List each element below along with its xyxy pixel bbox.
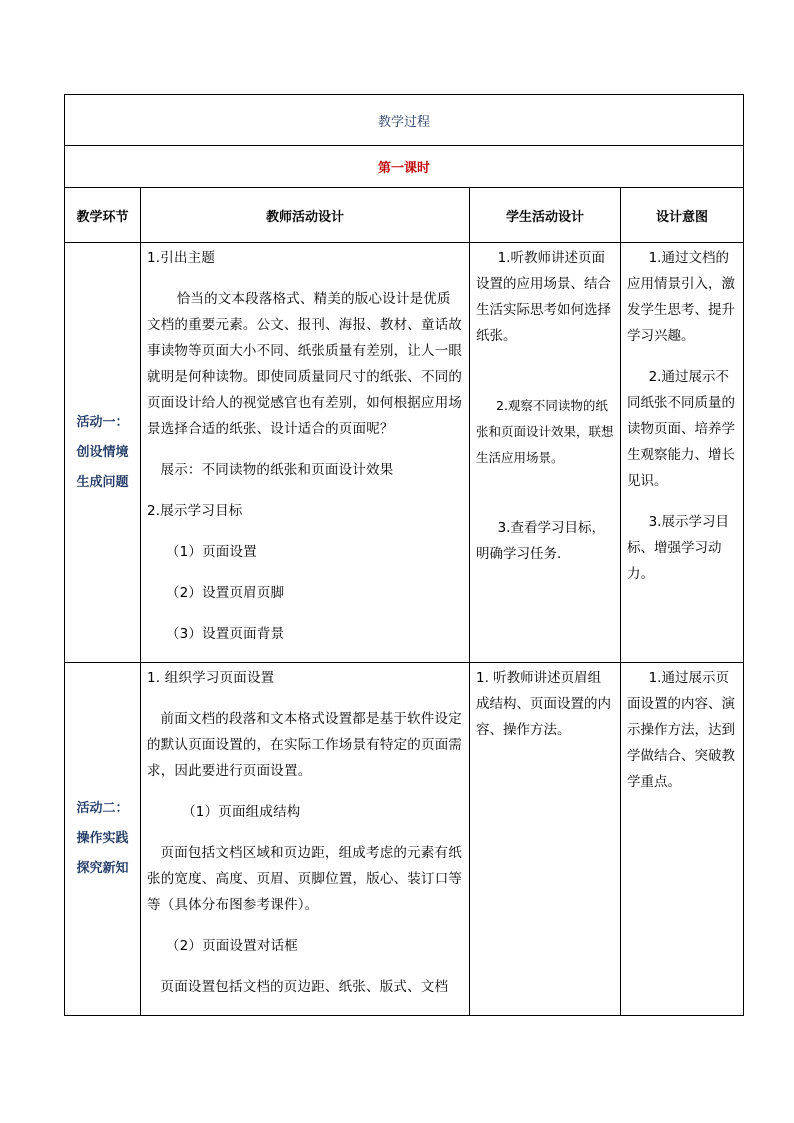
design-intent-cell xyxy=(621,663,744,1016)
activity-label-line: 生成问题 xyxy=(76,474,129,490)
section-heading: 2.展示学习目标 xyxy=(147,503,243,519)
activity-label-line: 活动二： xyxy=(76,801,129,816)
goal-item: （3）设置页面背景 xyxy=(165,626,285,642)
design-intent-item: 2.通过展示不同纸张不同质量的读物页面、培养学生观察能力、增长见识。 xyxy=(627,369,735,489)
activity-one-label xyxy=(65,243,141,663)
teacher-activity-cell xyxy=(141,243,470,663)
student-activity-cell xyxy=(470,663,621,1016)
lesson-label: 第一课时 xyxy=(65,146,744,188)
activity-label-line: 创设情境 xyxy=(76,444,129,460)
student-activity-item: 1.听教师讲述页面设置的应用场景、结合生活实际思考如何选择纸张。 xyxy=(476,250,611,344)
student-activity-item: 2.观察不同读物的纸张和页面设计效果，联想生活应用场景。 xyxy=(476,398,614,465)
design-intent-item: 1.通过文档的应用情景引入，激发学生思考、提升学习兴趣。 xyxy=(627,250,735,344)
body-paragraph: 页面设置包括文档的页边距、纸张、版式、文档 xyxy=(160,979,449,995)
activity-label-line: 活动一： xyxy=(76,414,129,430)
display-text: 展示：不同读物的纸张和页面设计效果 xyxy=(160,462,394,478)
student-activity-item: 1. 听教师讲述页眉组成结构、页面设置的内容、操作方法。 xyxy=(476,670,611,738)
subsection-heading: （2）页面设置对话框 xyxy=(165,938,298,954)
teacher-activity-cell xyxy=(141,663,470,1016)
subsection-heading: （1）页面组成结构 xyxy=(182,804,301,820)
section-heading: 1.引出主题 xyxy=(147,250,216,266)
activity-label-line: 探究新知 xyxy=(76,861,129,876)
intro-paragraph: 恰当的文本段落格式、精美的版心设计是优质文档的重要元素。公文、报刊、海报、教材、童话故事读物等页面大小不同、纸张质量有差别，让人一眼就明是何种读物。即使同质量同尺寸的纸张、不同的页面设计给人的视觉感官也有差别，如何根据应用场景选择合适的纸张、设计适合的页面呢？ xyxy=(147,291,463,437)
table-title: 教学过程 xyxy=(65,95,744,146)
goal-item: （1）页面设置 xyxy=(165,544,257,560)
body-paragraph: 页面包括文档区域和页边距，组成考虑的元素有纸张的宽度、高度、页眉、页脚位置，版心、装订口等等（具体分布图参考课件）。 xyxy=(147,845,463,913)
header-student-activity: 学生活动设计 xyxy=(470,188,621,243)
design-intent-item: 3.展示学习目标、增强学习动力。 xyxy=(627,514,729,582)
goal-item: （2）设置页眉页脚 xyxy=(165,585,285,601)
header-teacher-activity: 教师活动设计 xyxy=(141,188,470,243)
activity-two-label xyxy=(65,663,141,1016)
section-heading: 1. 组织学习页面设置 xyxy=(147,670,275,686)
student-activity-cell xyxy=(470,243,621,663)
header-design-intent: 设计意图 xyxy=(621,188,744,243)
teaching-process-table xyxy=(64,94,744,1016)
intro-paragraph: 前面文档的段落和文本格式设置都是基于软件设定的默认页面设置的，在实际工作场景有特定的页面需求，因此要进行页面设置。 xyxy=(147,711,463,779)
header-stage: 教学环节 xyxy=(65,188,141,243)
student-activity-item: 3.查看学习目标，明确学习任务. xyxy=(476,520,605,562)
design-intent-item: 1.通过展示页面设置的内容、演示操作方法，达到学做结合、突破教学重点。 xyxy=(627,670,735,790)
design-intent-cell xyxy=(621,243,744,663)
activity-label-line: 操作实践 xyxy=(76,831,129,846)
